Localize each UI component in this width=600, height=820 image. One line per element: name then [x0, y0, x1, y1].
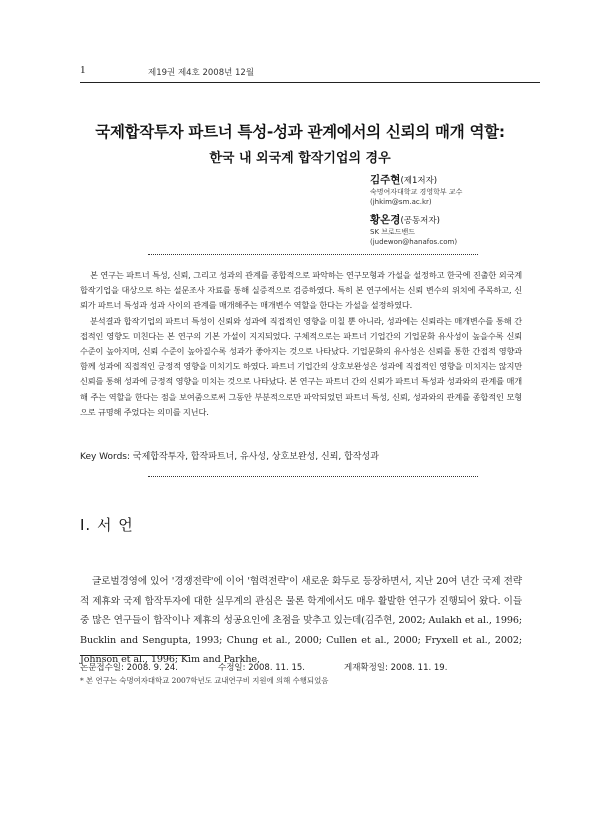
abstract: [80, 268, 522, 420]
author-name: 황온경: [370, 214, 401, 226]
author-email: (jhkim@sm.ac.kr): [370, 198, 432, 206]
author-affiliation: 숙명여자대학교 경영학부 교수: [370, 188, 463, 196]
running-header: [80, 64, 540, 83]
revised-date: 수정일: 2008. 11. 15.: [218, 663, 305, 673]
abstract-paragraph: 본 연구는 파트너 특성, 신뢰, 그리고 성과의 관계를 종합적으로 파악하는 연구모형과 가설을 설정하고 한국에 진출한 외국계 합작기업을 대상으로 하는 설문조사 자료를 통해 실증적으로 검증하였다. 특히 본 연구에서는 신뢰 변수의 위치에 주목하고, 신뢰가 파트너 특성과 성과 사이의 관계를 매개해주는 매개변수 역할을 한다는 가설을 설정하였다.: [80, 270, 522, 311]
footnote-rule: [80, 655, 190, 656]
author-role: (제1저자): [400, 176, 438, 186]
author-name: 김주현: [370, 174, 401, 186]
journal-info: 제19권 제4호 2008년 12월: [148, 68, 255, 78]
author-2: [370, 212, 457, 247]
author-role: (공동저자): [400, 216, 440, 226]
author-1: [370, 172, 462, 207]
accepted-date: 게재확정일: 2008. 11. 19.: [344, 663, 448, 673]
paper-title: 국제합작투자 파트너 특성-성과 관계에서의 신뢰의 매개 역할:: [95, 123, 505, 141]
keywords-label: Key Words:: [80, 452, 131, 462]
author-affiliation: SK 브로드밴드: [370, 228, 416, 236]
separator-bottom: [148, 476, 478, 477]
body-paragraph: 글로벌경영에 있어 '경쟁전략'에 이어 '협력전략'이 새로운 화두로 등장하면서, 지난 20여 년간 국제 전략적 제휴와 국제 합작투자에 대한 실무계의 관심은 물론 학계에서도 매우 활발한 연구가 진행되어 왔다. 이들 중 많은 연구들이 합작이나 제휴의 성공요인에 초점을 맞추고 있는데(김주현, 2002; Aulakh et al., 1996; Bucklin and Sengupta, 1993; Chung et al., 2000; Cullen et al., 2000; Fryxell et al., 2002; Johnson et al., 1996; Kim and Parkhe,: [80, 576, 522, 666]
section-heading: Ⅰ. 서 언: [80, 516, 134, 534]
keywords-list: 국제합작투자, 합작파트너, 유사성, 상호보완성, 신뢰, 합작성과: [132, 452, 379, 462]
funding-note: * 본 연구는 숙명여자대학교 2007학년도 교내연구비 지원에 의해 수행되었음: [80, 676, 329, 685]
received-date: 논문접수일: 2008. 9. 24.: [80, 663, 178, 673]
paper-subtitle: 한국 내 외국계 합작기업의 경우: [209, 151, 391, 166]
separator-top: [148, 254, 478, 255]
keywords: [80, 449, 540, 462]
abstract-paragraph: 분석결과 합작기업의 파트너 특성이 신뢰와 성과에 직접적인 영향을 미칠 뿐 아니라, 성과에는 신뢰라는 매개변수를 통해 간접적인 영향도 미친다는 본 연구의 기본 가설이 지지되었다. 구체적으로는 파트너 기업간의 기업문화 유사성이 높을수록 신뢰 수준이 높아지며, 신뢰 수준이 높아질수록 성과가 좋아지는 것으로 나타났다. 기업문화의 유사성은 신뢰를 통한 간접적 영향과 함께 성과에 직접적인 긍정적 영향을 미치기도 하였다. 파트너 기업간의 상호보완성은 성과에 직접적인 영향을 미치지는 않지만 신뢰를 통해 성과에 긍정적 영향을 미치는 것으로 나타났다. 본 연구는 파트너 간의 신뢰가 파트너 특성과 성과와의 관계를 매개해 주는 역할을 한다는 점을 보여줌으로써 그동안 부분적으로만 파악되었던 파트너 특성, 신뢰, 성과와의 관계를 종합적인 모형으로 규명해 주었다는 의미를 지닌다.: [80, 315, 522, 417]
page-number: 1: [80, 64, 86, 76]
author-email: (judewon@hanafos.com): [370, 238, 458, 246]
